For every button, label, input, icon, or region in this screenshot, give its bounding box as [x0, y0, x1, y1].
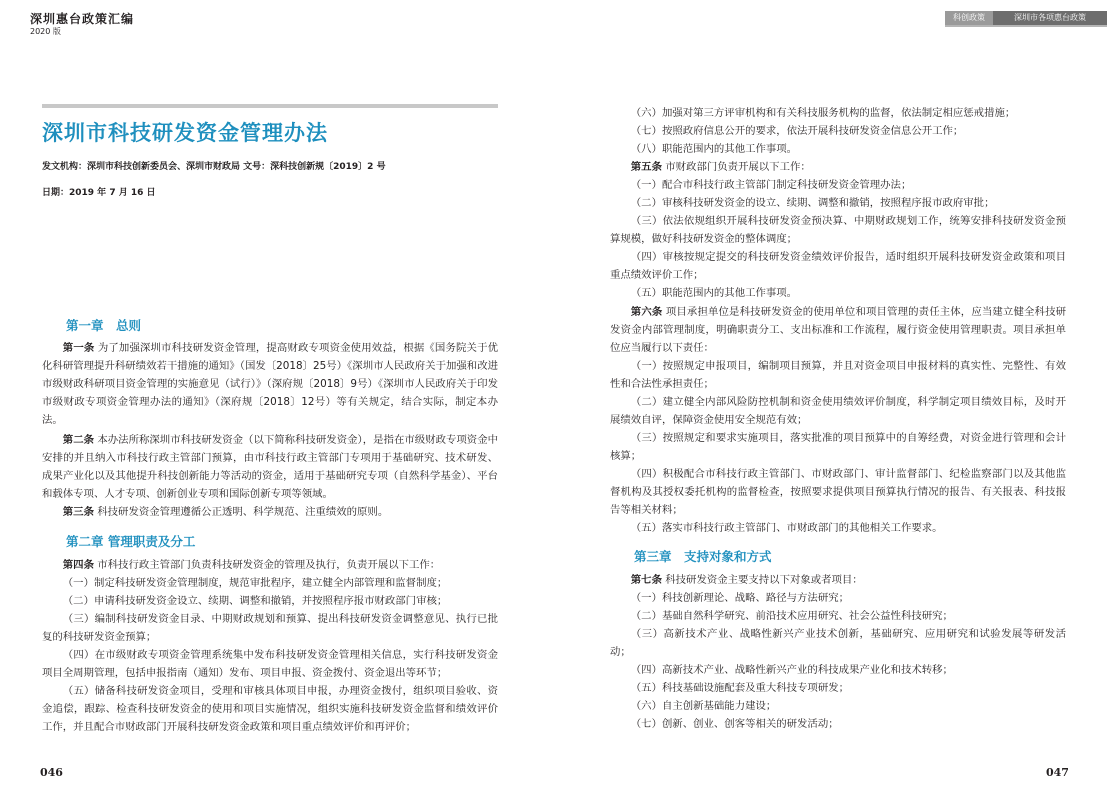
chapter-heading: 第二章 管理职责及分工: [66, 534, 196, 549]
section-tabs: [945, 11, 1107, 25]
article-text: 为了加强深圳市科技研发资金管理，提高财政专项资金使用效益，根据《国务院关于优化科研管理提升科研绩效若干措施的通知》（国发〔2018〕25号）《深圳市人民政府关于加强和改进市级财政科研项目资金管理的实施意见（试行）》（深府规〔2018〕9号）《深圳市人民政府关于印发市级财政专项资金管理办法的通知》（深府规〔2018〕12号）等有关规定，结合实际，制定本办法。: [42, 342, 498, 426]
chapter-heading: 第一章 总则: [66, 318, 142, 333]
tab-science-policy[interactable]: 科创政策: [945, 11, 993, 25]
list-item: （二）审核科技研发资金的设立、续期、调整和撤销，按照程序报市政府审批；: [630, 197, 995, 209]
document-date: 日期：2019 年 7 月 16 日: [42, 188, 156, 198]
tab-underline: [945, 25, 1107, 27]
list-item: （四）高新技术产业、战略性新兴产业的科技成果产业化和技术转移；: [630, 664, 953, 676]
list-item: （七）创新、创业、创客等相关的研发活动；: [630, 718, 839, 730]
article-4: [42, 556, 498, 574]
article-text: 科技研发资金管理遵循公正透明、科学规范、注重绩效的原则。: [93, 506, 389, 518]
article-label: 第一条: [62, 342, 95, 354]
list-item: （三）编制科技研发资金目录、中期财政规划和预算、提出科技研发资金调整意见、执行已批复的科技研发资金预算；: [42, 613, 498, 643]
article-text: 市科技行政主管部门负责科技研发资金的管理及执行，负责开展以下工作：: [93, 559, 441, 571]
list-item: （五）科技基础设施配套及重大科技专项研发；: [630, 682, 849, 694]
list-item: （四）积极配合市科技行政主管部门、市财政部门、审计监督部门、纪检监察部门以及其他监督机构及其授权委托机构的监督检查，按照要求提供项目预算执行情况的报告、有关报表、科技报告等相关材料；: [610, 468, 1066, 516]
document-title: 深圳市科技研发资金管理办法: [42, 121, 328, 145]
page-number-left: 046: [40, 766, 63, 779]
article-7: [610, 571, 1066, 589]
list-item: （五）储备科技研发资金项目，受理和审核具体项目申报，办理资金拨付，组织项目验收、资金追偿，跟踪、检查科技研发资金的使用和项目实施情况，组织实施科技研发资金监督和绩效评价工作，并且配合市财政部门开展科技研发资金政策和项目重点绩效评价和再评价；: [42, 685, 498, 733]
list-item: （四）审核按规定提交的科技研发资金绩效评价报告，适时组织开展科技研发资金政策和项目重点绩效评价工作；: [610, 251, 1066, 281]
list-item: （四）在市级财政专项资金管理系统集中发布科技研发资金管理相关信息，实行科技研发资金项目全周期管理，包括申报指南（通知）发布、项目申报、资金拨付、资金退出等环节；: [42, 649, 498, 679]
list-item: （二）申请科技研发资金设立、续期、调整和撤销，并按照程序报市财政部门审核；: [62, 595, 448, 607]
page-number-right: 047: [1046, 766, 1069, 779]
list-item: （二）建立健全内部风险防控机制和资金使用绩效评价制度，科学制定项目绩效目标，及时开展绩效自评，保障资金使用安全规范有效；: [610, 396, 1066, 426]
list-item: （五）落实市科技行政主管部门、市财政部门的其他相关工作要求。: [630, 522, 943, 534]
article-label: 第六条: [630, 306, 663, 318]
article-label: 第五条: [630, 161, 662, 173]
list-item: （三）依法依规组织开展科技研发资金预决算、中期财政规划工作，统筹安排科技研发资金预算规模，做好科技研发资金的整体调度；: [610, 215, 1066, 245]
book-edition: 2020 版: [30, 27, 61, 36]
article-5: [610, 158, 1066, 176]
article-text: 项目承担单位是科技研发资金的使用单位和项目管理的责任主体，应当建立健全科技研发资金内部管理制度，明确职责分工、支出标准和工作流程，履行资金使用管理职责。项目承担单位应当履行以下责任：: [610, 306, 1066, 354]
article-text: 市财政部门负责开展以下工作：: [661, 161, 811, 173]
list-item: （五）职能范围内的其他工作事项。: [630, 287, 798, 299]
list-item: （一）按照规定申报项目，编制项目预算，并且对资金项目申报材料的真实性、完整性、有效性和合法性承担责任；: [610, 360, 1066, 390]
list-item: （六）自主创新基础能力建设；: [630, 700, 777, 712]
article-1: [42, 339, 498, 429]
list-item: （六）加强对第三方评审机构和有关科技服务机构的监督，依法制定相应惩戒措施；: [630, 107, 1016, 119]
chapter-heading: 第三章 支持对象和方式: [634, 549, 772, 564]
article-3: [42, 503, 498, 521]
article-2: [42, 431, 498, 503]
article-label: 第七条: [630, 574, 662, 586]
article-6: [610, 303, 1066, 357]
article-label: 第二条: [62, 434, 95, 446]
list-item: （八）职能范围内的其他工作事项。: [630, 143, 798, 155]
document-header: [42, 104, 498, 200]
article-text: 本办法所称深圳市科技研发资金（以下简称科技研发资金），是指在市级财政专项资金中安排的并且纳入市科技行政主管部门预算，由市科技行政主管部门专项用于基础研究、技术研发、成果产业化以及其他提升科技创新能力等活动的资金，适用于基础研究专项（自然科学基金）、平台和载体专项、人才专项、创新创业专项和国际创新专项等领域。: [42, 434, 499, 500]
document-issuer: 发文机构：深圳市科技创新委员会、深圳市财政局 文号：深科技创新规〔2019〕2 号: [42, 162, 386, 172]
list-item: （三）高新技术产业、战略性新兴产业技术创新，基础研究、应用研究和试验发展等研发活动；: [610, 628, 1066, 658]
article-label: 第三条: [62, 506, 94, 518]
list-item: （一）科技创新理论、战略、路径与方法研究；: [630, 592, 849, 604]
article-text: 科技研发资金主要支持以下对象或者项目：: [661, 574, 863, 586]
list-item: （一）制定科技研发资金管理制度，规范审批程序，建立健全内部管理和监督制度；: [62, 577, 448, 589]
title-divider: [42, 104, 498, 108]
list-item: （二）基础自然科学研究、前沿技术应用研究、社会公益性科技研究；: [630, 610, 953, 622]
list-item: （三）按照规定和要求实施项目，落实批准的项目预算中的自筹经费，对资金进行管理和会计核算；: [610, 432, 1066, 462]
book-title: 深圳惠台政策汇编: [30, 12, 135, 26]
list-item: （七）按照政府信息公开的要求，依法开展科技研发资金信息公开工作；: [630, 125, 964, 137]
article-label: 第四条: [62, 559, 94, 571]
list-item: （一）配合市科技行政主管部门制定科技研发资金管理办法；: [630, 179, 912, 191]
tab-shenzhen-policies[interactable]: 深圳市各项惠台政策: [993, 11, 1107, 25]
